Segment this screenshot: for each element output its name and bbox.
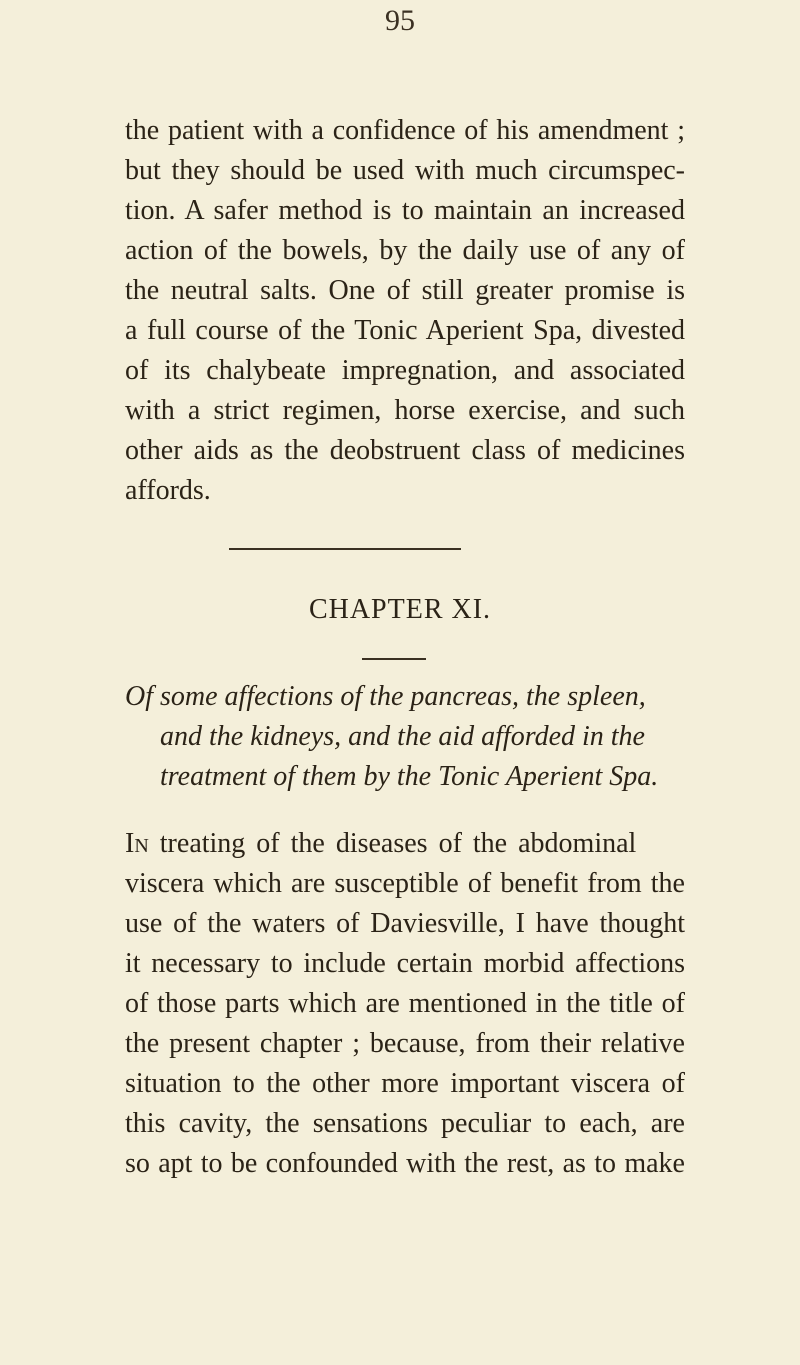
paragraph-line: use of the waters of Daviesville, I have thought xyxy=(125,908,685,939)
heading-rule xyxy=(362,658,426,660)
section-divider xyxy=(229,548,461,550)
chapter-subtitle-line: treatment of them by the Tonic Aperient Spa. xyxy=(160,761,659,792)
chapter-subtitle-line: and the kidneys, and the aid afforded in the xyxy=(160,721,645,752)
paragraph-line: with a strict regimen, horse exercise, and such xyxy=(125,395,685,426)
paragraph-line: of those parts which are mentioned in the title of xyxy=(125,988,685,1019)
paragraph-line: situation to the other more important viscera of xyxy=(125,1068,685,1099)
body-first-word: In xyxy=(125,828,149,859)
chapter-subtitle-line: Of some affections of the pancreas, the spleen, xyxy=(125,681,646,712)
paragraph-line: the patient with a confidence of his amendment ; xyxy=(125,115,685,146)
paragraph-line: affords. xyxy=(125,475,211,506)
paragraph-line: the neutral salts. One of still greater promise is xyxy=(125,275,685,306)
paragraph-line: a full course of the Tonic Aperient Spa, divested xyxy=(125,315,685,346)
paragraph-line: this cavity, the sensations peculiar to each, are xyxy=(125,1108,685,1139)
paragraph-line: other aids as the deobstruent class of medicines xyxy=(125,435,685,466)
paragraph-line: but they should be used with much circumspec- xyxy=(125,155,685,186)
paragraph-line: action of the bowels, by the daily use of any of xyxy=(125,235,685,266)
page-number: 95 xyxy=(385,4,415,37)
paragraph-line xyxy=(125,828,685,860)
paragraph-line: it necessary to include certain morbid affections xyxy=(125,948,685,979)
paragraph-line: tion. A safer method is to maintain an increased xyxy=(125,195,685,226)
paragraph-line: the present chapter ; because, from their relative xyxy=(125,1028,685,1059)
chapter-heading: CHAPTER XI. xyxy=(308,594,492,625)
paragraph-line-text: treating of the diseases of the abdominal xyxy=(148,828,637,859)
paragraph-line: of its chalybeate impregnation, and associated xyxy=(125,355,685,386)
paragraph-line: so apt to be confounded with the rest, as to make xyxy=(125,1148,685,1179)
paragraph-line: viscera which are susceptible of benefit from the xyxy=(125,868,685,899)
